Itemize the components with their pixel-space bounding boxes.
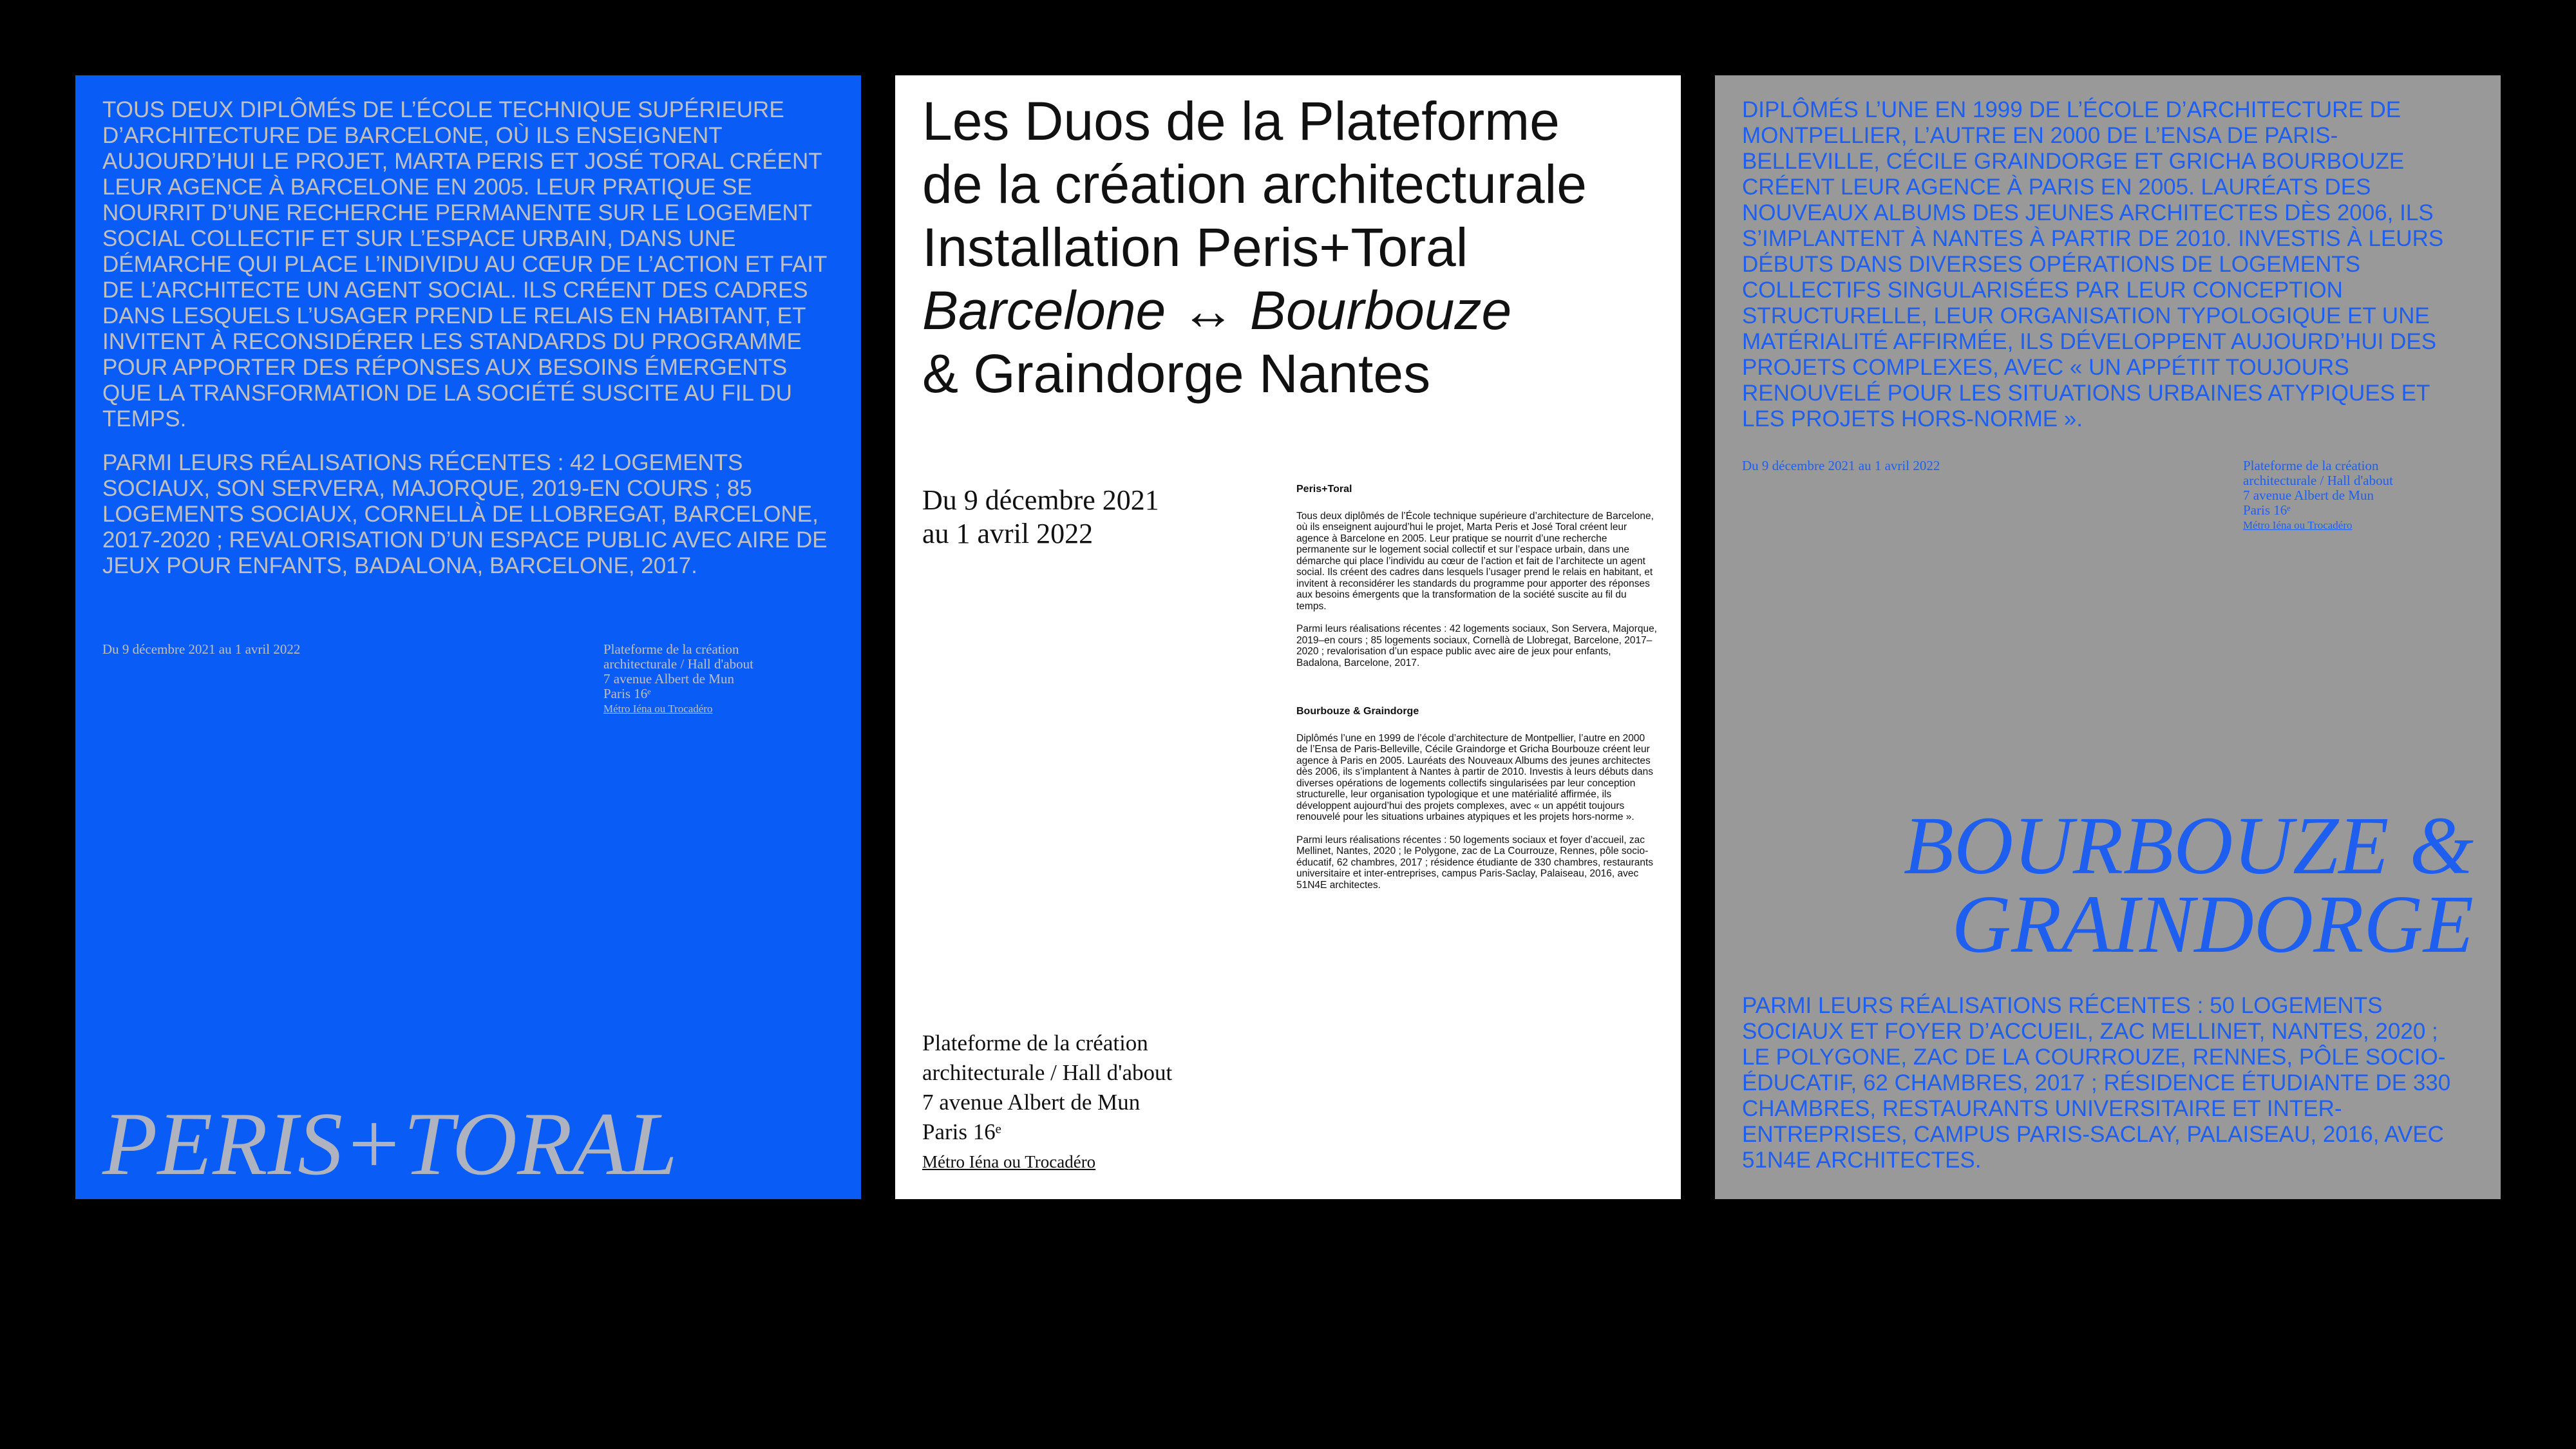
metro-link[interactable]: Métro Iéna ou Trocadéro — [603, 703, 713, 715]
poster-body-text — [102, 97, 830, 597]
section-heading: Peris+Toral — [1296, 484, 1352, 495]
exhibition-dates: Du 9 décembre 2021 au 1 avril 2022 — [102, 641, 301, 657]
venue-line: architecturale / Hall d'about — [2243, 473, 2393, 488]
poster-paragraph: DIPLÔMÉS L’UNE EN 1999 DE L’ÉCOLE D’ARCHITECTURE DE MONTPELLIER, L’AUTRE EN 2000 DE L’ENSA DE PARIS-BELLEVILLE, CÉCILE GRAINDORGE ET GRICHA BOURBOUZE CRÉENT LEUR AGENCE À PARIS EN 2005. LAURÉATS DES NOUVEAUX ALBUMS DES JEUNES ARCHITECTES DÈS 2006, ILS S’IMPLANTENT À NANTES À PARTIR DE 2010. INVESTIS À LEURS DÉBUTS DANS DIVERSES OPÉRATIONS DE LOGEMENTS COLLECTIFS SINGULARISÉES PAR LEUR CONCEPTION STRUCTURELLE, LEUR ORGANISATION TYPOLOGIQUE ET UNE MATÉRIALITÉ AFFIRMÉE, ILS DÉVELOPPENT AUJOURD’HUI DES PROJETS COMPLEXES, AVEC « UN APPÉTIT TOUJOURS RENOUVELÉ POUR LES SITUATIONS URBAINES ATYPIQUES ET LES PROJETS HORS-NORME ». — [1742, 97, 2444, 431]
heading-line: Installation Peris+Toral — [922, 217, 1468, 278]
dates-line: Du 9 décembre 2021 — [922, 484, 1159, 516]
poster-bourbouze-graindorge — [1715, 75, 2501, 1199]
venue-line: architecturale / Hall d'about — [603, 656, 753, 672]
venue-line: Plateforme de la création — [922, 1030, 1148, 1056]
heading-line: de la création architecturale — [922, 154, 1587, 214]
metro-link[interactable]: Métro Iéna ou Trocadéro — [922, 1152, 1096, 1171]
venue-line: 7 avenue Albert de Mun — [922, 1090, 1141, 1115]
venue-line: Paris 16ᵉ — [2243, 502, 2291, 518]
title-line: BOURBOUZE & — [1903, 800, 2474, 891]
exhibition-dates: Du 9 décembre 2021 au 1 avril 2022 — [1742, 458, 1940, 473]
heading-line: Barcelone ↔ Bourbouze — [922, 280, 1512, 341]
venue-address — [922, 1028, 1270, 1177]
venue-address — [603, 642, 835, 716]
venue-line: architecturale / Hall d'about — [922, 1060, 1173, 1085]
description-paragraph: Parmi leurs réalisations récentes : 50 logements sociaux et foyer d’accueil, zac Mellinet, Nantes, 2020 ; le Polygone, zac de La Courrouze, Rennes, pôle socio-éducatif, 62 chambres, 2017 ; résidence étudiante de 330 chambres, restaurants universitaire et inter-entreprises, campus Paris-Saclay, Palaiseau, 2016, avec 51N4E architectes. — [1296, 834, 1654, 891]
heading-line: & Graindorge Nantes — [922, 343, 1431, 404]
poster-title: PERIS+TORAL — [102, 1094, 677, 1194]
poster-paragraph: TOUS DEUX DIPLÔMÉS DE L’ÉCOLE TECHNIQUE SUPÉRIEURE D’ARCHITECTURE DE BARCELONE, OÙ ILS ENSEIGNENT AUJOURD’HUI LE PROJET, MARTA PERIS ET JOSÉ TORAL CRÉENT LEUR AGENCE À BARCELONE EN 2005. LEUR PRATIQUE SE NOURRIT D’UNE RECHERCHE PERMANENTE SUR LE LOGEMENT SOCIAL COLLECTIF ET SUR L’ESPACE URBAIN, DANS UNE DÉMARCHE QUI PLACE L’INDIVIDU AU CŒUR DE L’ACTION ET FAIT DE L’ARCHITECTE UN AGENT SOCIAL. ILS CRÉENT DES CADRES DANS LESQUELS L’USAGER PREND LE RELAIS EN HABITANT, ET INVITENT À RECONSIDÉRER LES STANDARDS DU PROGRAMME POUR APPORTER DES RÉPONSES AUX BESOINS ÉMERGENTS QUE LA TRANSFORMATION DE LA SOCIÉTÉ SUSCITE AU FIL DU TEMPS. — [102, 97, 827, 431]
venue-line: 7 avenue Albert de Mun — [603, 671, 734, 687]
description-paragraph: Parmi leurs réalisations récentes : 42 logements sociaux, Son Servera, Majorque, 2019–en cours ; 85 logements sociaux, Cornellà de Llobregat, Barcelone, 2017–2020 ; revalorisation d’un espace public avec aire de jeux pour enfants, Badalona, Barcelone, 2017. — [1296, 623, 1657, 668]
poster-paragraph: PARMI LEURS RÉALISATIONS RÉCENTES : 42 LOGEMENTS SOCIAUX, SON SERVERA, MAJORQUE, 2019-EN COURS ; 85 LOGEMENTS SOCIAUX, CORNELLÀ DE LLOBREGAT, BARCELONE, 2017-2020 ; REVALORISATION D’UN ESPACE PUBLIC AVEC AIRE DE JEUX POUR ENFANTS, BADALONA, BARCELONE, 2017. — [102, 450, 828, 578]
venue-line: Paris 16ᵉ — [922, 1119, 1001, 1144]
dates-line: au 1 avril 2022 — [922, 518, 1094, 549]
venue-line: 7 avenue Albert de Mun — [2243, 488, 2374, 503]
poster-body-text — [1742, 993, 2470, 1191]
poster-peris-toral — [75, 75, 861, 1199]
venue-line: Plateforme de la création — [2243, 458, 2379, 473]
exhibition-dates — [922, 484, 1257, 551]
poster-paragraph: PARMI LEURS RÉALISATIONS RÉCENTES : 50 LOGEMENTS SOCIAUX ET FOYER D’ACCUEIL, ZAC MELLINET, NANTES, 2020 ; LE POLYGONE, ZAC DE LA COURROUZE, RENNES, PÔLE SOCIO-ÉDUCATIF, 62 CHAMBRES, 2017 ; RÉSIDENCE ÉTUDIANTE DE 330 CHAMBRES, RESTAURANTS UNIVERSITAIRE ET INTER-ENTREPRISES, CAMPUS PARIS-SACLAY, PALAISEAU, 2016, AVEC 51N4E ARCHITECTES. — [1742, 993, 2451, 1173]
section-heading: Bourbouze & Graindorge — [1296, 706, 1419, 717]
description-paragraph: Diplômés l’une en 1999 de l’école d’architecture de Montpellier, l’autre en 2000 de l’Ensa de Paris-Belleville, Cécile Graindorge et Gricha Bourbouze créent leur agence à Paris en 2005. Lauréats des Nouveaux Albums des jeunes architectes dès 2006, ils s’implantent à Nantes à partir de 2010. Investis à leurs débuts dans diverses opérations de logements collectifs singularisées par leur conception structurelle, leur organisation typologique et une matérialité affirmée, ils développent aujourd’hui des projets complexes, avec « un appétit toujours renouvelé pour les situations urbaines atypiques et les projets hors-norme ». — [1296, 732, 1654, 822]
poster-heading — [922, 90, 1663, 405]
venue-address — [2243, 459, 2475, 533]
title-line: GRAINDORGE — [1951, 878, 2474, 970]
poster-body-text — [1742, 97, 2470, 450]
metro-link[interactable]: Métro Iéna ou Trocadéro — [2243, 519, 2353, 531]
heading-line: Les Duos de la Plateforme — [922, 91, 1560, 151]
description-paragraph: Tous deux diplômés de l’École technique supérieure d’architecture de Barcelone, où ils enseignent aujourd’hui le projet, Marta Peris et José Toral créent leur agence à Barcelone en 2005. Leur pratique se nourrit d’une recherche permanente sur le logement social collectif et sur l’espace urbain, dans une démarche qui place l’individu au cœur de l’action et fait de l’architecte un agent social. Ils créent des cadres dans lesquels l’usager prend le relais en habitant, et invitent à reconsidérer les standards du programme pour apporter des réponses aux besoins émergents que la transformation de la société suscite au fil du temps. — [1296, 510, 1654, 612]
poster-title — [1903, 800, 2474, 970]
venue-line: Plateforme de la création — [603, 641, 739, 657]
description-column — [1296, 484, 1657, 902]
poster-main — [895, 75, 1681, 1199]
venue-line: Paris 16ᵉ — [603, 686, 651, 701]
